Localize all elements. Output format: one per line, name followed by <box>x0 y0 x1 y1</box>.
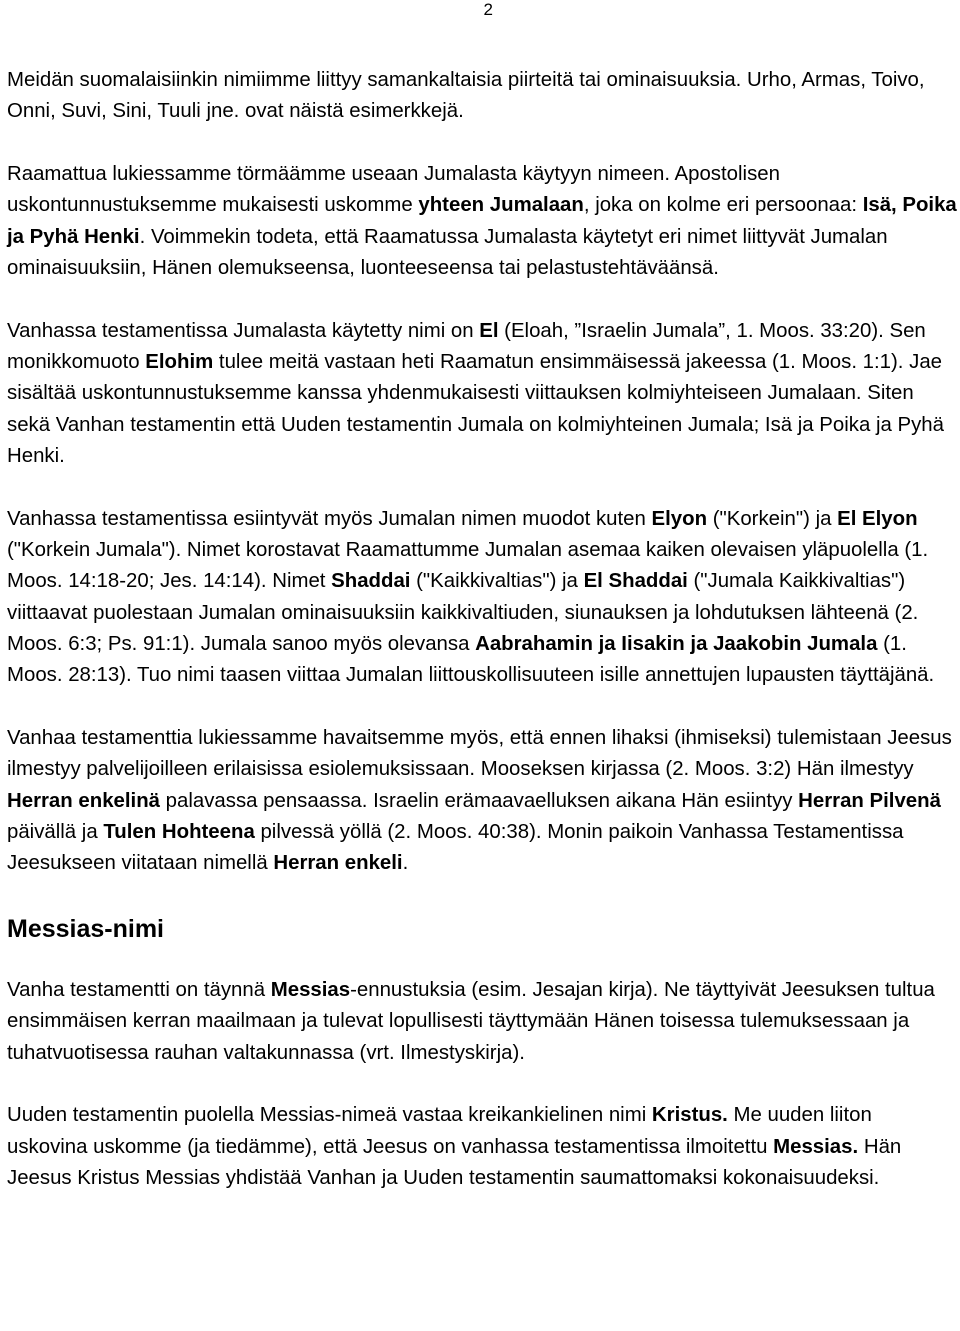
bold-text: Kristus. <box>651 1104 728 1127</box>
paragraph <box>7 65 957 128</box>
text-run: (1. Moos. 28:13). Tuo nimi taasen viittaa Jumalan liittouskollisuuteen isille annettujen lupausten täyttäjänä. <box>7 632 935 687</box>
paragraph <box>7 159 957 284</box>
text-run: ("Korkein Jumala"). Nimet korostavat Raamattumme Jumalan asemaa kaiken olevaisen yläpuolella (1. Moos. 14:18-20; Jes. 14:14). Nimet <box>7 539 929 593</box>
text-run: ("Kaikkivaltias") ja <box>410 570 584 593</box>
bold-text: El <box>479 319 499 342</box>
text-run: Me uuden liiton uskovina uskomme (ja tiedämme), että Jeesus on vanhassa testamentissa ilmoitettu <box>7 1104 872 1158</box>
section-heading: Messias-nimi <box>7 915 165 944</box>
bold-text: Messias. <box>773 1135 859 1158</box>
text-run: pilvessä yöllä (2. Moos. 40:38). Monin paikoin Vanhassa Testamentissa Jeesukseen viitataan nimellä <box>7 820 904 875</box>
text-run: Meidän suomalaisiinkin nimiimme liittyy samankaltaisia piirteitä tai ominaisuuksia. Urho, Armas, Toivo, Onni, Suvi, Sini, Tuuli jne. ovat näistä esimerkkejä. <box>7 69 925 123</box>
document-body <box>7 65 957 1226</box>
text-run: (Eloah, ”Israelin Jumala”, 1. Moos. 33:20). Sen monikkomuoto <box>7 319 926 374</box>
bold-text: Elyon <box>651 507 708 530</box>
bold-text: Shaddai <box>331 570 411 593</box>
text-run: Vanhassa testamentissa esiintyvät myös Jumalan nimen muodot kuten <box>7 507 652 530</box>
bold-text: yhteen Jumalaan <box>418 194 584 217</box>
paragraph <box>7 975 957 1069</box>
text-run: . <box>402 852 409 875</box>
text-run: palavassa pensaassa. Israelin erämaavaelluksen aikana Hän esiintyy <box>160 789 799 812</box>
text-run: Uuden testamentin puolella Messias-nimeä vastaa kreikankielinen nimi <box>7 1104 652 1127</box>
bold-text: El Shaddai <box>583 570 688 593</box>
bold-text: Herran enkelinä <box>7 789 160 812</box>
text-run: Vanhaa testamenttia lukiessamme havaitsemme myös, että ennen lihaksi (ihmiseksi) tulemistaan Jeesus ilmestyy palvelijoilleen erilaisissa esiolemuksissaan. Mooseksen kirjassa (2. Moos. 3:2) Hän ilmestyy <box>7 727 952 781</box>
text-run: ("Jumala Kaikkivaltias") viittaavat puolestaan Jumalan ominaisuuksiin kaikkivaltiuden, siunauksen ja lohdutuksen lähteenä (2. Moos. 6:3; Ps. 91:1). Jumala sanoo myös olevansa <box>7 570 919 655</box>
paragraph-group <box>7 65 957 880</box>
text-run: Hän Jeesus Kristus Messias yhdistää Vanhan ja Uuden testamentin saumattomaksi kokonaisuudeksi. <box>7 1135 902 1190</box>
text-run: Vanha testamentti on täynnä <box>7 979 271 1002</box>
text-run: tulee meitä vastaan heti Raamatun ensimmäisessä jakeessa (1. Moos. 1:1). Jae sisältää uskontunnustuksemme kanssa yhdenmukaisesti viittauksen kolmiyhteiseen Jumalaan. Siten sekä Vanhan testamentin että Uuden testamentin Jumala on kolmiyhteinen Jumala; Isä ja Poika ja Pyhä Henki. <box>7 351 944 467</box>
text-run: ("Korkein") ja <box>707 507 838 530</box>
text-run: päivällä ja <box>7 820 104 843</box>
bold-text: Aabrahamin ja Iisakin ja Jaakobin Jumala <box>475 632 878 655</box>
page-number: 2 <box>483 0 493 19</box>
text-run: Raamattua lukiessamme törmäämme useaan Jumalasta käytyyn nimeen. Apostolisen uskontunnustuksemme mukaisesti uskomme <box>7 163 780 217</box>
paragraph <box>7 723 957 879</box>
bold-text: Herran Pilvenä <box>798 789 941 812</box>
bold-text: Tulen Hohteena <box>103 820 255 843</box>
text-run: . Voimmekin todeta, että Raamatussa Jumalasta käytetyt eri nimet liittyvät Jumalan ominaisuuksiin, Hänen olemukseensa, luonteeseensa tai pelastustehtäväänsä. <box>7 225 888 279</box>
paragraph <box>7 1100 957 1194</box>
text-run: , joka on kolme eri persoonaa: <box>583 194 863 217</box>
paragraph-group <box>7 975 957 1194</box>
bold-text: Messias <box>270 979 351 1002</box>
paragraph <box>7 316 957 472</box>
bold-text: El Elyon <box>837 507 918 530</box>
bold-text: Isä, Poika ja Pyhä Henki <box>7 194 957 248</box>
text-run: -ennustuksia (esim. Jesajan kirja). Ne täyttyivät Jeesuksen tultua ensimmäisen kerran maailmaan ja tulevat lopullisesti täyttymään Hänen toisessa tulemuksessaan ja tuhatvuotisessa rauhan valtakunnassa (vrt. Ilmestyskirja). <box>7 979 935 1064</box>
text-run: Vanhassa testamentissa Jumalasta käytetty nimi on <box>7 319 480 342</box>
paragraph <box>7 504 957 692</box>
bold-text: Herran enkeli <box>273 852 403 875</box>
bold-text: Elohim <box>145 351 214 374</box>
